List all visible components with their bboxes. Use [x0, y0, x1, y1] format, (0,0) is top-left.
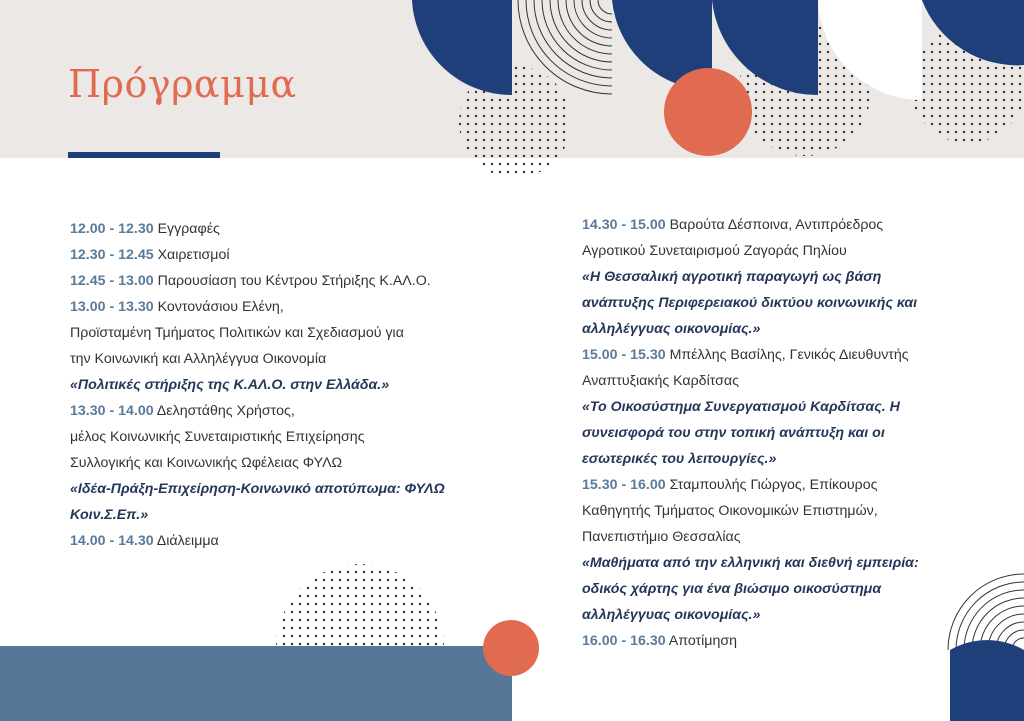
entry-text: Μπέλλης Βασίλης, Γενικός Διευθυντής — [669, 347, 909, 363]
entry-line — [582, 498, 942, 524]
entry-line — [70, 268, 490, 294]
talk-title: «Μαθήματα από την ελληνική και διεθνή εμπειρία: — [582, 555, 919, 571]
page-title: Πρόγραμμα — [68, 62, 297, 106]
talk-title: εσωτερικές του λειτουργίες.» — [582, 451, 777, 467]
schedule-entry — [70, 216, 490, 242]
entry-line — [70, 242, 490, 268]
entry-text: Αποτίμηση — [668, 633, 738, 649]
schedule-entry — [582, 212, 942, 342]
entry-line — [70, 528, 490, 554]
entry-line — [70, 398, 490, 424]
talk-title: συνεισφορά του στην τοπική ανάπτυξη και οι — [582, 425, 885, 441]
entry-line — [582, 472, 942, 498]
schedule-entry — [582, 628, 942, 654]
time-range: 13.30 - 14.00 — [70, 403, 154, 419]
talk-title: «Το Οικοσύστημα Συνεργατισμού Καρδίτσας. Η — [582, 399, 900, 415]
talk-title: οδικός χάρτης για ένα βιώσιμο οικοσύστημα — [582, 581, 882, 597]
entry-line — [582, 212, 942, 238]
time-range: 14.00 - 14.30 — [70, 533, 154, 549]
talk-title: «Πολιτικές στήριξης της Κ.ΑΛ.Ο. στην Ελλάδα.» — [70, 377, 390, 393]
talk-title: Κοιν.Σ.Επ.» — [70, 507, 149, 523]
talk-title: ανάπτυξης Περιφερειακού δικτύου κοινωνικής και — [582, 295, 918, 311]
talk-title: αλληλέγγυας οικονομίας.» — [582, 607, 761, 623]
talk-title: «Ιδέα-Πράξη-Επιχείρηση-Κοινωνικό αποτύπωμα: ΦΥΛΩ — [70, 481, 445, 497]
entry-line — [70, 294, 490, 320]
schedule-entry — [70, 242, 490, 268]
schedule-entry — [70, 398, 490, 528]
entry-line — [582, 368, 942, 394]
dots-pattern-bottom — [270, 560, 450, 646]
entry-line — [70, 216, 490, 242]
entry-text: μέλος Κοινωνικής Συνεταιριστικής Επιχείρησης — [70, 429, 365, 445]
entry-text: Δεληστάθης Χρήστος, — [156, 403, 295, 419]
entry-text: την Κοινωνική και Αλληλέγγυα Οικονομία — [70, 351, 327, 367]
talk-title: «Η Θεσσαλική αγροτική παραγωγή ως βάση — [582, 269, 882, 285]
schedule-entry — [70, 528, 490, 554]
entry-text: Κοντονάσιου Ελένη, — [157, 299, 284, 315]
entry-text: Αναπτυξιακής Καρδίτσας — [582, 373, 739, 389]
schedule-left-column — [70, 216, 490, 554]
entry-text: Συλλογικής και Κοινωνικής Ωφέλειας ΦΥΛΩ — [70, 455, 343, 471]
schedule-entry — [582, 342, 942, 472]
entry-text: Καθηγητής Τμήματος Οικονομικών Επιστημών, — [582, 503, 878, 519]
entry-text: Σταμπουλής Γιώργος, Επίκουρος — [669, 477, 878, 493]
entry-text: Βαρούτα Δέσποινα, Αντιπρόεδρος — [669, 217, 884, 233]
schedule-entry — [70, 268, 490, 294]
time-range: 15.00 - 15.30 — [582, 347, 666, 363]
entry-text: Αγροτικού Συνεταιρισμού Ζαγοράς Πηλίου — [582, 243, 847, 259]
entry-text: Διάλειμμα — [156, 533, 219, 549]
entry-text: Παρουσίαση του Κέντρου Στήριξης Κ.ΑΛ.Ο. — [157, 273, 431, 289]
time-range: 13.00 - 13.30 — [70, 299, 154, 315]
schedule-right-column — [582, 212, 942, 654]
entry-line — [70, 450, 490, 476]
entry-line — [582, 524, 942, 550]
entry-line — [70, 320, 490, 346]
entry-line — [70, 424, 490, 450]
entry-line — [582, 628, 942, 654]
entry-line — [582, 238, 942, 264]
talk-title: αλληλέγγυας οικονομίας.» — [582, 321, 761, 337]
entry-text: Προϊσταμένη Τμήματος Πολιτικών και Σχεδιασμού για — [70, 325, 404, 341]
time-range: 16.00 - 16.30 — [582, 633, 666, 649]
entry-text: Πανεπιστήμιο Θεσσαλίας — [582, 529, 741, 545]
schedule-entry — [582, 472, 942, 628]
time-range: 12.00 - 12.30 — [70, 221, 154, 237]
entry-line — [582, 342, 942, 368]
time-range: 14.30 - 15.00 — [582, 217, 666, 233]
entry-line — [70, 346, 490, 372]
time-range: 12.45 - 13.00 — [70, 273, 154, 289]
schedule-entry — [70, 294, 490, 398]
entry-text: Εγγραφές — [157, 221, 220, 237]
title-underline — [68, 152, 220, 158]
time-range: 15.30 - 16.00 — [582, 477, 666, 493]
time-range: 12.30 - 12.45 — [70, 247, 154, 263]
entry-text: Χαιρετισμοί — [157, 247, 230, 263]
